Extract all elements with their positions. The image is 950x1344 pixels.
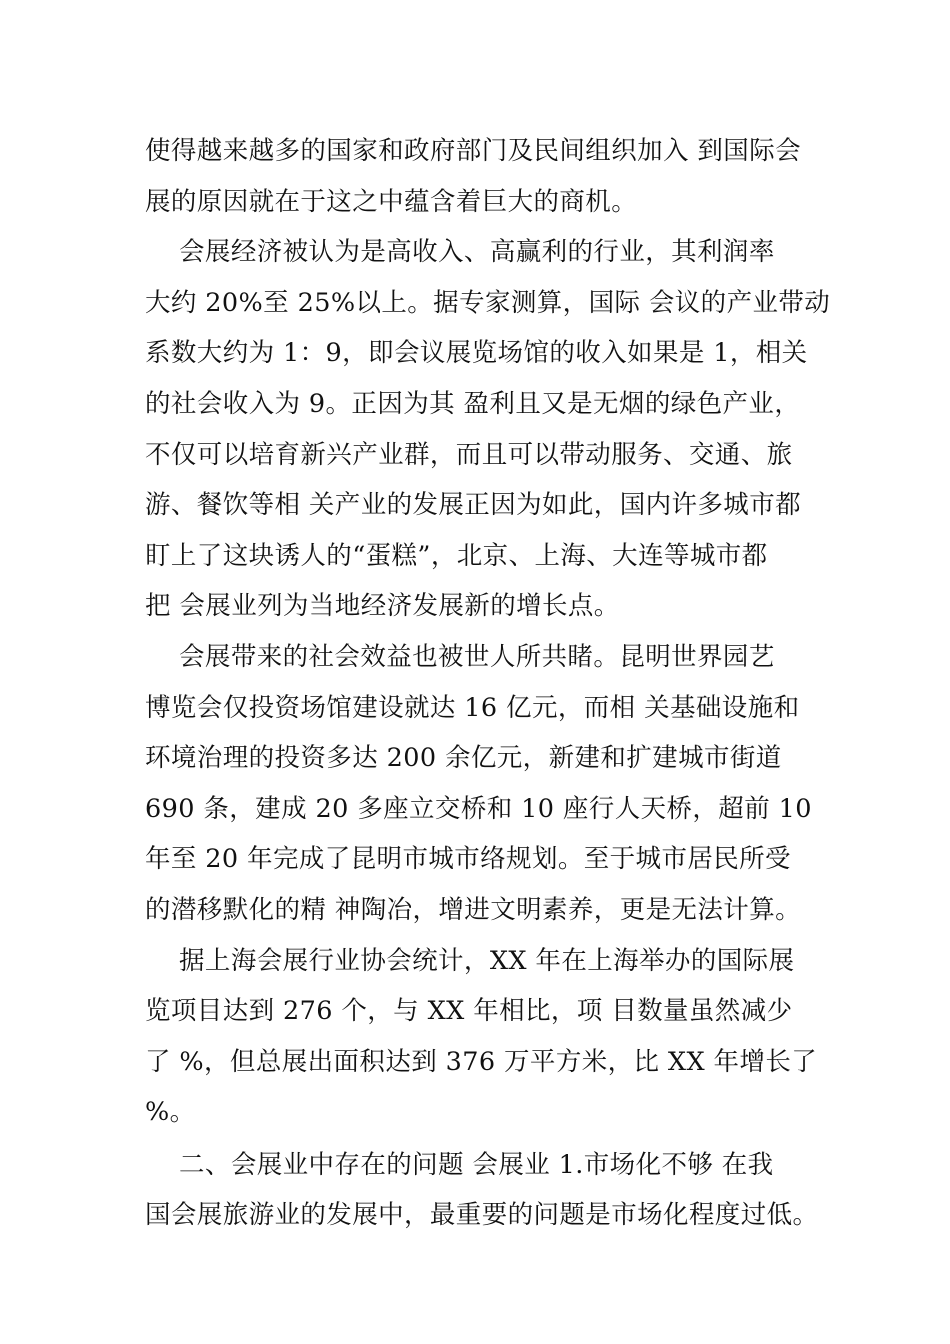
paragraph-first-line: 据上海会展行业协会统计，XX 年在上海举办的国际展 [145, 945, 795, 976]
document-body [145, 126, 831, 1241]
text-line: 不仅可以培育新兴产业群，而且可以带动服务、交通、旅 [145, 439, 793, 470]
text-line: 的潜移默化的精 神陶冶，增进文明素养，更是无法计算。 [145, 894, 802, 925]
paragraph-first-line: 会展带来的社会效益也被世人所共睹。昆明世界园艺 [145, 641, 775, 672]
text-line: 把 会展业列为当地经济发展新的增长点。 [145, 591, 620, 622]
text-line: 览项目达到 276 个，与 XX 年相比，项 目数量虽然减少 [145, 996, 793, 1027]
text-line: 大约 20%至 25%以上。据专家测算，国际 会议的产业带动 [145, 287, 831, 318]
text-line: %。 [145, 1097, 196, 1128]
text-line: 国会展旅游业的发展中，最重要的问题是市场化程度过低。 [145, 1200, 819, 1231]
text-line: 博览会仅投资场馆建设就达 16 亿元，而相 关基础设施和 [145, 692, 800, 723]
text-line: 游、餐饮等相 关产业的发展正因为如此，国内许多城市都 [145, 490, 802, 521]
text-line: 了 %，但总展出面积达到 376 万平方米，比 XX 年增长了 [145, 1046, 818, 1077]
text-line: 使得越来越多的国家和政府部门及民间组织加入 到国际会 [145, 136, 802, 166]
text-line: 展的原因就在于这之中蕴含着巨大的商机。 [145, 186, 638, 217]
text-line: 环境治理的投资多达 200 余亿元，新建和扩建城市街道 [145, 743, 782, 774]
text-line: 的社会收入为 9。正因为其 盈利且又是无烟的绿色产业， [145, 388, 801, 419]
text-line: 690 条，建成 20 多座立交桥和 10 座行人天桥，超前 10 [145, 793, 812, 824]
text-line: 年至 20 年完成了昆明市城市络规划。至于城市居民所受 [145, 844, 791, 875]
text-line: 系数大约为 1：9，即会议展览场馆的收入如果是 1，相关 [145, 338, 808, 369]
paragraph-first-line: 会展经济被认为是高收入、高赢利的行业，其利润率 [145, 237, 775, 268]
text-line: 盯上了这块诱人的“蛋糕”，北京、上海、大连等城市都 [145, 540, 768, 571]
section-heading-line: 二、会展业中存在的问题 会展业 1.市场化不够 在我 [145, 1149, 774, 1180]
